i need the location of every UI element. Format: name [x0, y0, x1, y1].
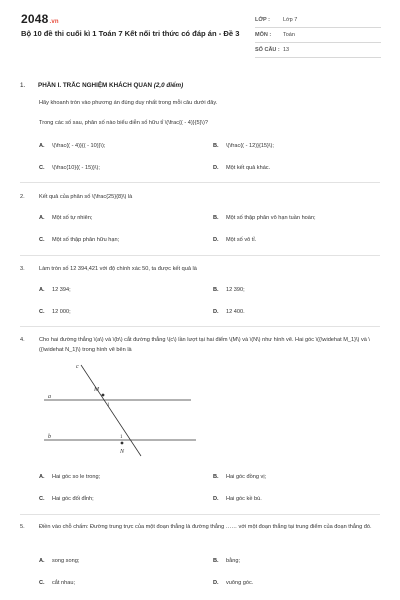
- option-text: \(\frac{( - 12)}{15}\);: [226, 143, 274, 149]
- label-angle-n1: 1: [120, 435, 123, 440]
- q5-option-b[interactable]: [213, 558, 240, 564]
- meta-label: LỚP :: [255, 17, 270, 23]
- option-letter: A.: [39, 474, 45, 480]
- option-letter: C.: [39, 496, 45, 502]
- question-text: Làm tròn số 12 394,421 với độ chính xác 50, ta được kết quả là: [39, 266, 197, 272]
- label-n: N: [120, 449, 125, 455]
- option-text: bằng;: [226, 558, 240, 564]
- option-letter: D.: [213, 309, 219, 315]
- option-letter: B.: [213, 558, 219, 564]
- q4-option-b[interactable]: [213, 474, 266, 480]
- question-number: 2.: [20, 194, 25, 200]
- meta-value: Toán: [283, 32, 295, 38]
- option-letter: B.: [213, 287, 219, 293]
- q3-option-b[interactable]: [213, 287, 245, 293]
- option-text: \(\frac{10}{( - 15)}\);: [52, 165, 100, 171]
- divider: [20, 326, 380, 327]
- q1-option-c[interactable]: [39, 165, 100, 171]
- q3-option-a[interactable]: [39, 287, 71, 293]
- point-m: [102, 394, 105, 397]
- meta-label: SỐ CÂU :: [255, 47, 280, 53]
- option-letter: D.: [213, 580, 219, 586]
- option-letter: A.: [39, 558, 45, 564]
- question-text: Kết quả của phân số \(\frac{25}{8}\) là: [39, 194, 133, 200]
- q3-option-c[interactable]: [39, 309, 71, 315]
- option-letter: C.: [39, 309, 45, 315]
- site-logo[interactable]: [21, 12, 59, 26]
- option-text: Một số thập phân vô hạn tuần hoàn;: [226, 215, 316, 221]
- option-text: song song;: [52, 558, 80, 564]
- section-points: (2,0 điểm): [153, 82, 184, 89]
- instruction-text: Hãy khoanh tròn vào phương án đúng duy nhất trong mỗi câu dưới đây.: [39, 100, 218, 106]
- option-letter: A.: [39, 215, 45, 221]
- divider: [20, 182, 380, 183]
- question-3: [20, 264, 197, 274]
- label-c: c: [76, 364, 79, 370]
- question-5: [20, 522, 372, 532]
- q3-option-d[interactable]: [213, 309, 245, 315]
- line-c: [81, 365, 141, 456]
- question-number: 3.: [20, 266, 25, 272]
- option-letter: C.: [39, 237, 45, 243]
- q4-option-d[interactable]: [213, 496, 262, 502]
- meta-row-count: [255, 43, 381, 58]
- section-title: PHẦN I. TRẮC NGHIỆM KHÁCH QUAN: [38, 82, 154, 89]
- option-text: Một số vô tỉ.: [226, 237, 257, 243]
- option-text: cắt nhau;: [52, 580, 76, 586]
- document-title: Bộ 10 đề thi cuối kì 1 Toán 7 Kết nối tri thức có đáp án - Đề 3: [21, 29, 240, 38]
- meta-label: MÔN :: [255, 32, 272, 38]
- q2-option-a[interactable]: [39, 215, 92, 221]
- question-text: Cho hai đường thẳng \(a\) và \(b\) cắt đường thẳng \(c\) lần lượt tại hai điểm \(M\) và \(N\) như hình vẽ. Hai góc \({\widehat M_1}\) và \({\widehat N_1}\) trong hình vẽ bên là: [39, 337, 370, 353]
- q5-option-a[interactable]: [39, 558, 79, 564]
- q4-option-c[interactable]: [39, 496, 94, 502]
- meta-row-class: [255, 13, 381, 28]
- option-text: 12 400.: [226, 309, 245, 315]
- logo-suffix: .vn: [49, 19, 59, 25]
- question-text: Điền vào chỗ chấm: Đường trung trực của một đoạn thẳng là đường thẳng …… với một đoạn thẳng tại trung điểm của đoạn thẳng đó.: [39, 524, 372, 530]
- option-letter: B.: [213, 143, 219, 149]
- option-text: \(\frac{( - 4)}{( - 10)}\);: [52, 143, 106, 149]
- q2-option-c[interactable]: [39, 237, 119, 243]
- meta-row-subject: [255, 28, 381, 43]
- q2-option-b[interactable]: [213, 215, 316, 221]
- meta-table: [255, 13, 381, 58]
- q1-option-b[interactable]: [213, 143, 274, 149]
- option-text: Hai góc đồng vị;: [226, 474, 267, 480]
- option-text: Hai góc đối đỉnh;: [52, 496, 94, 502]
- option-text: 12 394;: [52, 287, 71, 293]
- option-text: 12 390;: [226, 287, 245, 293]
- option-letter: C.: [39, 165, 45, 171]
- label-b: b: [48, 434, 51, 440]
- question-number: 5.: [20, 524, 25, 530]
- section-heading: [20, 82, 183, 89]
- option-letter: D.: [213, 237, 219, 243]
- q1-option-a[interactable]: [39, 143, 105, 149]
- question-4: [20, 335, 370, 353]
- option-text: Một kết quả khác.: [226, 165, 271, 171]
- label-a: a: [48, 394, 51, 400]
- option-text: Hai góc so le trong;: [52, 474, 101, 480]
- meta-value: 13: [283, 47, 290, 53]
- logo-text: 2048: [21, 12, 49, 26]
- point-n: [121, 442, 124, 445]
- divider: [20, 255, 380, 256]
- option-letter: C.: [39, 580, 45, 586]
- q1-option-d[interactable]: [213, 165, 270, 171]
- option-text: Một số tự nhiên;: [52, 215, 93, 221]
- option-text: Hai góc kề bù.: [226, 496, 262, 502]
- option-letter: A.: [39, 287, 45, 293]
- q1-text: Trong các số sau, phân số nào biểu diễn số hữu tỉ \(\frac{( - 4)}{5}\)?: [39, 120, 208, 126]
- option-text: 12 000;: [52, 309, 71, 315]
- q5-option-d[interactable]: [213, 580, 253, 586]
- q5-option-c[interactable]: [39, 580, 75, 586]
- option-letter: B.: [213, 215, 219, 221]
- lines-figure: [36, 360, 206, 460]
- label-m: M: [94, 387, 99, 393]
- option-text: Một số thập phân hữu hạn;: [52, 237, 120, 243]
- meta-value: Lớp 7: [283, 17, 298, 23]
- label-angle-m1: 1: [107, 403, 110, 408]
- question-number: 1.: [20, 82, 26, 89]
- question-number: 4.: [20, 337, 25, 343]
- q4-option-a[interactable]: [39, 474, 100, 480]
- option-letter: A.: [39, 143, 45, 149]
- divider: [20, 514, 380, 515]
- option-letter: B.: [213, 474, 219, 480]
- question-2: [20, 192, 133, 202]
- option-letter: D.: [213, 496, 219, 502]
- option-letter: D.: [213, 165, 219, 171]
- q2-option-d[interactable]: [213, 237, 256, 243]
- option-text: vuông góc.: [226, 580, 254, 586]
